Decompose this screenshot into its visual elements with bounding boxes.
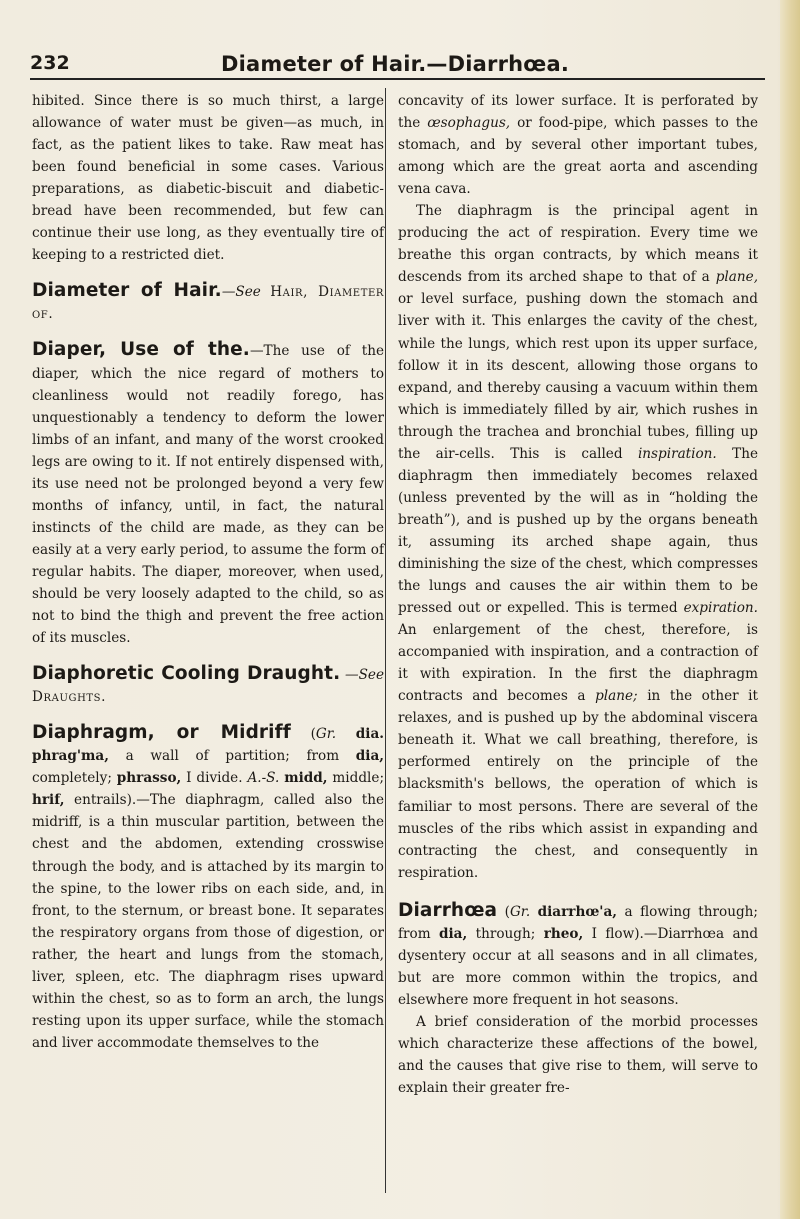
etymology-open: ( (310, 726, 316, 743)
diarrhoea-paragraph: A brief consideration of the morbid processes which characterize these affections of the bowel, and the causes that give rise to them, will serve to explain their greater fre- (398, 1013, 758, 1097)
text-run: or food-pipe, which passes to the stomach, and by several other important tubes, among which are the great aorta and ascending vena cava. (398, 115, 758, 198)
entry-diaphragm (32, 722, 384, 1054)
etymology-word: dia, (439, 925, 468, 942)
continuation-paragraph (398, 90, 758, 200)
etymology-gloss: a wall of partition; from (125, 748, 340, 765)
cross-reference: Draughts. (32, 689, 107, 706)
continuation-paragraph: hibited. Since there is so much thirst, a large allowance of water must be given—as much, in fact, as the patient likes to take. Raw meat has been found beneficial in some cases. Various preparations, as diabetic-biscuit and diabetic-bread have been recommended, but few can continue their use long, as they eventually tire of keeping to a restricted diet. (32, 93, 384, 264)
entry-diaphoretic (32, 663, 384, 708)
cross-reference: Hair, Diameter of. (32, 284, 384, 323)
etymology-gloss: completely; (32, 770, 112, 787)
entry-diaper (32, 339, 384, 649)
text-run: concavity of its lower surface. It is perforated by the (398, 93, 758, 132)
italic-term: expiration. (683, 600, 758, 617)
etymology-gloss: middle; (332, 770, 385, 787)
etymology-language: Gr. (315, 726, 337, 743)
etymology-word: dia. phrag'ma, (32, 726, 384, 765)
italic-term: plane, (715, 269, 759, 286)
headword-diaphoretic: Diaphoretic Cooling Draught. (32, 663, 341, 685)
page-number: 232 (30, 52, 70, 74)
text-run: An enlargement of the chest, therefore, is accompanied with inspiration, and a contraction of it with expiration. In the first the diaphragm contracts and becomes a (398, 622, 758, 705)
respiration-paragraph (398, 200, 758, 883)
headword-diaphragm: Diaphragm, or Midriff (32, 722, 291, 744)
headword-diarrhoea: Diarrhœa (398, 899, 498, 921)
etymology-gloss: entrails). (74, 792, 137, 809)
headword-diaper: Diaper, Use of the. (32, 339, 250, 361)
italic-term: œsophagus, (427, 115, 511, 132)
headword-diameter: Diameter of Hair. (32, 280, 222, 302)
left-column (32, 90, 384, 1054)
see-prefix: —See (221, 284, 261, 301)
page-edge (780, 0, 800, 1219)
etymology-gloss: I flow). (591, 925, 644, 942)
etymology-word: phrasso, (116, 770, 182, 787)
text-run: or level surface, pushing down the stomach and liver with it. This enlarges the cavity of the chest, while the lungs, which rest upon its upper surface, follow it in its descent, allowing those organs to expand, and thereby causing a vacuum within them which is immediately filled by air, which rushes in through the trachea and bronchial tubes, filling up the air-cells. This is called (398, 291, 758, 462)
header-rule (30, 78, 765, 80)
etymology-word: dia, (355, 748, 384, 765)
etymology-gloss: through; (475, 925, 536, 942)
etymology-language: A.-S. (247, 770, 280, 787)
entry-text: —The use of the diaper, which the nice regard of mothers to cleanliness would not readily forego, has unquestionably a tendency to deform the lower limbs of an infant, and many of the worst crooked legs are owing to it. If not entirely dispensed with, its use need not be prolonged beyond a very few months of infancy, until, in fact, the natural instincts of the child are made, as they can be easily at a very early period, to assume the form of regular habits. The diaper, moreover, when used, should be very loosely adapted to the child, so as not to bind the thigh and prevent the free action of its muscles. (32, 343, 384, 647)
etymology-word: rheo, (543, 925, 584, 942)
running-head: Diameter of Hair.—Diarrhœa. (220, 52, 570, 76)
etymology-word: midd, (284, 770, 328, 787)
etymology-word: diarrhœ'a, (537, 903, 617, 920)
etymology-word: hrif, (32, 792, 65, 809)
italic-term: plane; (595, 688, 638, 705)
text-run: The diaphragm is the principal agent in producing the act of respiration. Every time we breathe this organ contracts, by which means it descends from its arched shape to that of a (398, 203, 758, 286)
etymology-gloss: I divide. (186, 770, 243, 787)
etymology-gloss: a flowing through; from (398, 903, 758, 942)
see-prefix: —See (345, 667, 384, 684)
right-column (398, 90, 758, 1099)
column-divider (385, 88, 386, 1193)
entry-diarrhoea (398, 900, 758, 1099)
text-run: The diaphragm then immediately becomes relaxed (unless prevented by the will as in “holding the breath”), and is pushed up by the organs beneath it, assuming its arched shape again, thus diminishing the size of the chest, which compresses the lungs and causes the air within them to be pressed out or expelled. This is termed (398, 445, 758, 617)
entry-text: —Diarrhœa and dysentery occur at all seasons and in all climates, but are more common within the tropics, and elsewhere more frequent in hot seasons. (398, 925, 759, 1008)
entry-text: —The diaphragm, called also the midriff, is a thin muscular partition, between the chest and the abdomen, extending crosswise through the body, and is attached by its margin to the spine, to the lower ribs on each side, and, in front, to the sternum, or breast bone. It separates the respiratory organs from those of digestion, or rather, the heart and lungs from the stomach, liver, spleen, etc. The diaphragm rises upward within the chest, so as to form an arch, the lungs resting upon its upper surface, while the stomach and liver accommodate themselves to the (32, 792, 384, 1051)
italic-term: inspiration. (637, 445, 717, 462)
text-run: in the other it relaxes, and is pushed up by the abdominal viscera beneath it. What we call breathing, therefore, is performed entirely on the principle of the blacksmith's bellows, the operation of which is familiar to most persons. There are several of the muscles of the ribs which assist in expanding and contracting the chest, and consequently in respiration. (398, 688, 758, 881)
etymology-language: Gr. (509, 903, 531, 920)
entry-diameter (32, 280, 384, 325)
etymology-open: ( (504, 903, 510, 920)
